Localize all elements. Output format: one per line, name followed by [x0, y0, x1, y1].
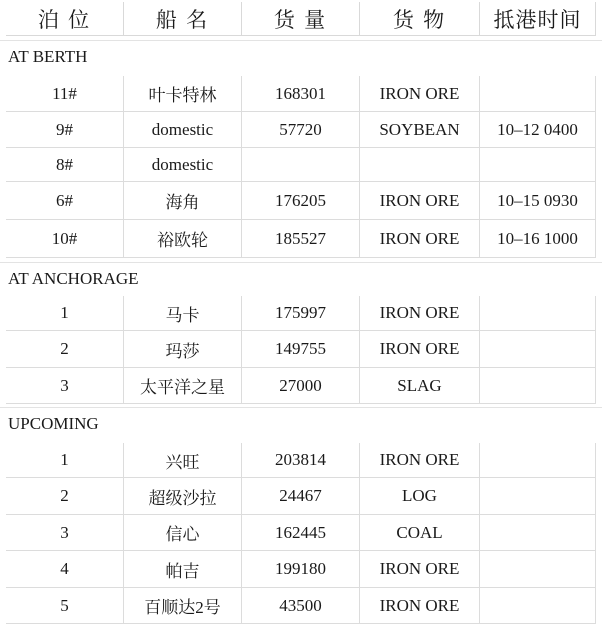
cell-eta [480, 443, 596, 478]
header-quantity: 货 量 [242, 2, 360, 36]
cell-quantity: 168301 [242, 76, 360, 112]
cell-cargo: COAL [360, 515, 480, 551]
header-cargo: 货 物 [360, 2, 480, 36]
section-divider [0, 262, 602, 263]
section-divider [0, 40, 602, 41]
cell-quantity: 176205 [242, 182, 360, 220]
cell-berth: 1 [6, 296, 124, 331]
header-berth: 泊 位 [6, 2, 124, 36]
cell-eta: 10–15 0930 [480, 182, 596, 220]
cell-vessel: 兴旺 [124, 443, 242, 478]
cell-berth: 4 [6, 551, 124, 588]
cell-quantity [242, 148, 360, 182]
cell-berth: 6# [6, 182, 124, 220]
section-title: AT ANCHORAGE [8, 269, 139, 288]
cell-vessel: 超级沙拉 [124, 478, 242, 515]
cell-cargo: IRON ORE [360, 296, 480, 331]
cell-quantity: 185527 [242, 220, 360, 258]
cell-eta: 10–16 1000 [480, 220, 596, 258]
cell-quantity: 203814 [242, 443, 360, 478]
cell-eta [480, 478, 596, 515]
cell-quantity: 27000 [242, 368, 360, 404]
cell-eta [480, 588, 596, 624]
cell-eta [480, 551, 596, 588]
cell-vessel: 太平洋之星 [124, 368, 242, 404]
cell-cargo: IRON ORE [360, 588, 480, 624]
cell-quantity: 175997 [242, 296, 360, 331]
cell-cargo [360, 148, 480, 182]
cell-berth: 3 [6, 368, 124, 404]
section-title: UPCOMING [8, 414, 99, 433]
cell-cargo: IRON ORE [360, 76, 480, 112]
cell-quantity: 57720 [242, 112, 360, 148]
section-title: AT BERTH [8, 47, 88, 66]
cell-berth: 1 [6, 443, 124, 478]
cell-eta: 10–12 0400 [480, 112, 596, 148]
cell-cargo: IRON ORE [360, 443, 480, 478]
cell-berth: 2 [6, 331, 124, 368]
cell-quantity: 149755 [242, 331, 360, 368]
cell-vessel: 海角 [124, 182, 242, 220]
cell-eta [480, 515, 596, 551]
cell-cargo: SOYBEAN [360, 112, 480, 148]
cell-quantity: 199180 [242, 551, 360, 588]
cell-vessel: 信心 [124, 515, 242, 551]
cell-cargo: IRON ORE [360, 182, 480, 220]
cell-eta [480, 296, 596, 331]
cell-berth: 2 [6, 478, 124, 515]
cell-cargo: SLAG [360, 368, 480, 404]
cell-vessel: 帕吉 [124, 551, 242, 588]
cell-berth: 10# [6, 220, 124, 258]
cell-quantity: 43500 [242, 588, 360, 624]
cell-berth: 5 [6, 588, 124, 624]
cell-vessel: 马卡 [124, 296, 242, 331]
cell-vessel: 百顺达2号 [124, 588, 242, 624]
header-eta: 抵港时间 [480, 2, 596, 36]
cell-eta [480, 148, 596, 182]
cell-vessel: domestic [124, 112, 242, 148]
header-vessel: 船 名 [124, 2, 242, 36]
cell-vessel: domestic [124, 148, 242, 182]
cell-eta [480, 368, 596, 404]
cell-eta [480, 76, 596, 112]
cell-quantity: 162445 [242, 515, 360, 551]
cell-quantity: 24467 [242, 478, 360, 515]
cell-berth: 8# [6, 148, 124, 182]
cell-vessel: 叶卡特林 [124, 76, 242, 112]
section-divider [0, 407, 602, 408]
cell-vessel: 裕欧轮 [124, 220, 242, 258]
cell-berth: 3 [6, 515, 124, 551]
cell-cargo: LOG [360, 478, 480, 515]
cell-berth: 11# [6, 76, 124, 112]
cell-cargo: IRON ORE [360, 551, 480, 588]
cell-cargo: IRON ORE [360, 220, 480, 258]
cell-vessel: 玛莎 [124, 331, 242, 368]
cell-berth: 9# [6, 112, 124, 148]
cell-cargo: IRON ORE [360, 331, 480, 368]
cell-eta [480, 331, 596, 368]
